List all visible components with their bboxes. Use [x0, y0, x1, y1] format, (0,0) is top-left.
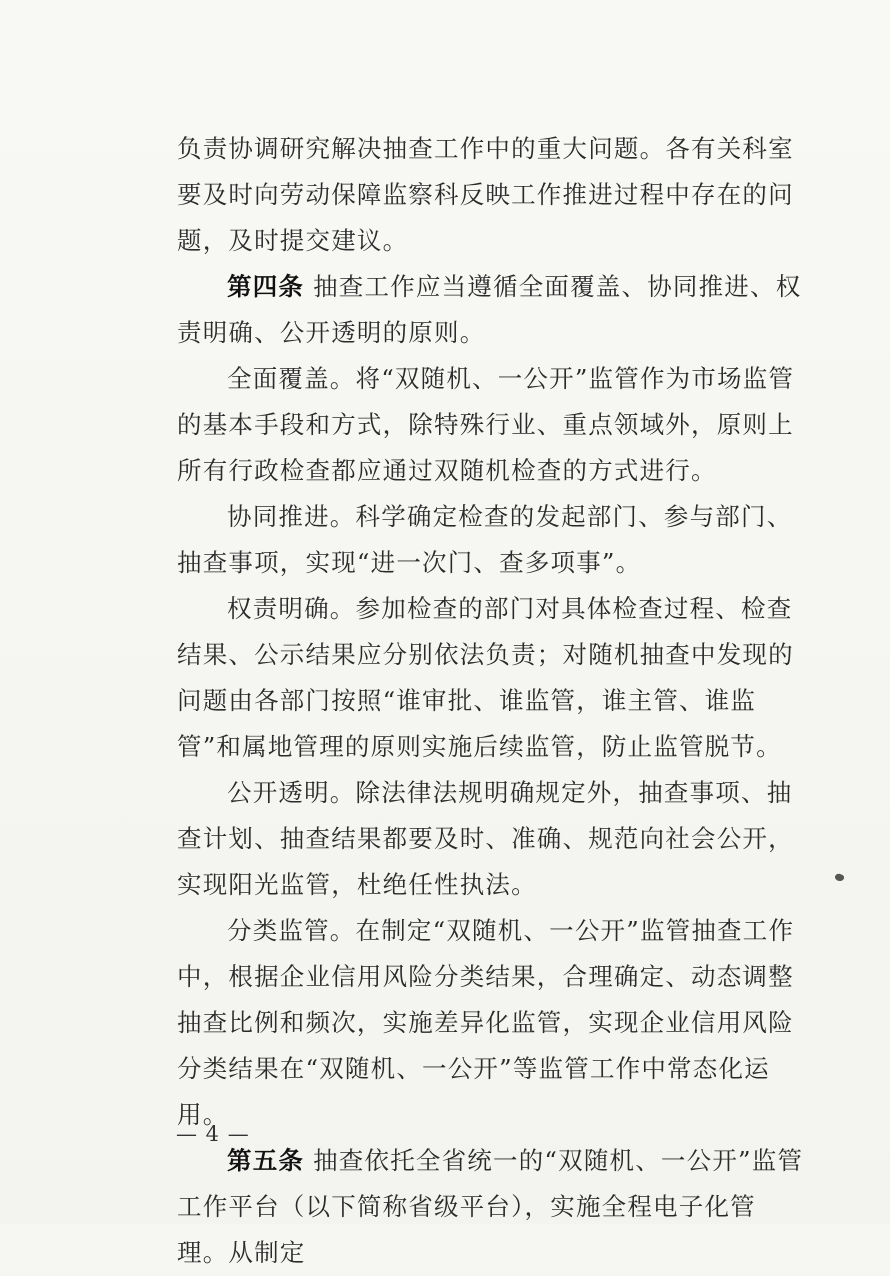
paragraph-text: 协同推进。科学确定检查的发起部门、参与部门、抽查事项，实现“进一次门、查多项事”。: [177, 502, 793, 577]
paragraph-classified: [177, 908, 805, 1138]
page-number: — 4 —: [176, 1122, 250, 1146]
paragraph-text: 抽查工作应当遵循全面覆盖、协同推进、权责明确、公开透明的原则。: [177, 272, 802, 347]
article-heading: 第四条: [227, 272, 305, 301]
paragraph-collaborative: [177, 494, 805, 586]
paragraph-text: 全面覆盖。将“双随机、一公开”监管作为市场监管的基本手段和方式，除特殊行业、重点领域外，原则上所有行政检查都应通过双随机检查的方式进行。: [177, 364, 795, 485]
ink-spot: [834, 873, 845, 883]
paragraph-article-5: [177, 1138, 805, 1276]
paragraph-text: 分类监管。在制定“双随机、一公开”监管抽查工作中，根据企业信用风险分类结果，合理确定、动态调整抽查比例和频次，实施差异化监管，实现企业信用风险分类结果在“双随机、一公开”等监管工作中常态化运用。: [177, 916, 795, 1129]
paragraph-text: 负责协调研究解决抽查工作中的重大问题。各有关科室要及时向劳动保障监察科反映工作推进过程中存在的问题，及时提交建议。: [177, 134, 794, 255]
paragraph-text: 权责明确。参加检查的部门对具体检查过程、检查结果、公示结果应分别依法负责；对随机抽查中发现的问题由各部门按照“谁审批、谁监管，谁主管、谁监管”和属地管理的原则实施后续监管，防止监管脱节。: [177, 594, 794, 761]
paragraph-1: [177, 126, 805, 264]
paragraph-text: 抽查依托全省统一的“双随机、一公开”监管工作平台（以下简称省级平台），实施全程电子化管理。从制定: [177, 1146, 804, 1267]
paragraph-text: 公开透明。除法律法规明确规定外，抽查事项、抽查计划、抽查结果都要及时、准确、规范向社会公开，实现阳光监管，杜绝任性执法。: [177, 778, 794, 899]
document-body: [177, 126, 805, 1276]
paragraph-full-coverage: [177, 356, 805, 494]
paragraph-article-4: [177, 264, 805, 356]
article-heading: 第五条: [227, 1146, 305, 1175]
paragraph-transparency: [177, 770, 805, 908]
paragraph-responsibility: [177, 586, 805, 770]
